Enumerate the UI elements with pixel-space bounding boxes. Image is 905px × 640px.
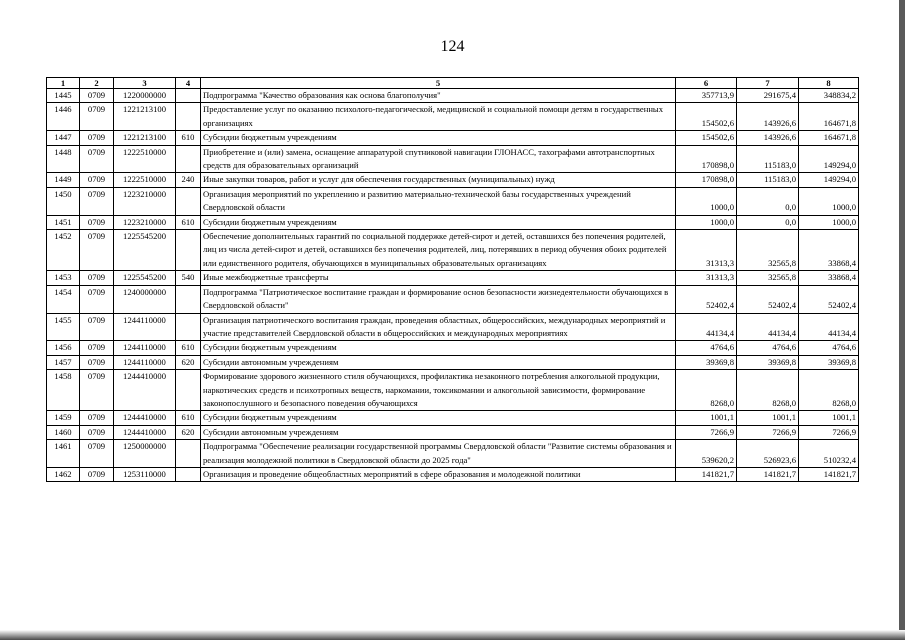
amount-col6: 1001,1	[676, 411, 737, 425]
section-code: 0709	[80, 411, 114, 425]
item-name: Подпрограмма "Обеспечение реализации государственной программы Свердловской области "Развитие системы образования и реализация молодежной политики в Свердловской области до 2025 года"	[201, 440, 676, 468]
amount-col6: 4764,6	[676, 341, 737, 355]
amount-col7: 143926,6	[737, 103, 799, 131]
amount-col8: 33868,4	[799, 230, 859, 271]
item-name: Субсидии автономным учреждениям	[201, 425, 676, 439]
target-code: 1225545200	[114, 230, 176, 271]
target-code: 1222510000	[114, 173, 176, 187]
column-header: 1	[47, 78, 80, 89]
header-row	[47, 78, 859, 89]
scan-shadow	[0, 630, 905, 640]
amount-col8: 1000,0	[799, 187, 859, 215]
amount-col8: 1000,0	[799, 215, 859, 229]
expense-type	[176, 285, 201, 313]
amount-col6: 154502,6	[676, 103, 737, 131]
amount-col8: 164671,8	[799, 103, 859, 131]
section-code: 0709	[80, 271, 114, 285]
section-code: 0709	[80, 215, 114, 229]
amount-col6: 357713,9	[676, 89, 737, 103]
amount-col7: 141821,7	[737, 467, 799, 481]
expense-type	[176, 187, 201, 215]
amount-col6: 31313,3	[676, 230, 737, 271]
amount-col6: 44134,4	[676, 313, 737, 341]
item-name: Формирование здорового жизненного стиля обучающихся, профилактика незаконного потребления алкогольной продукции, наркотических средств и психотропных веществ, наркомании, токсикомании и алкогольной зависимости, формирование законопослушного и безопасного поведения обучающихся	[201, 370, 676, 411]
item-name: Организация патриотического воспитания граждан, проведения областных, общероссийских, международных мероприятий и участие представителей Свердловской области в общероссийских и международных мероприятиях	[201, 313, 676, 341]
item-name: Организация мероприятий по укреплению и развитию материально-технической базы государственных учреждений Свердловской области	[201, 187, 676, 215]
target-code: 1244110000	[114, 355, 176, 369]
amount-col7: 52402,4	[737, 285, 799, 313]
amount-col8: 1001,1	[799, 411, 859, 425]
expense-type: 540	[176, 271, 201, 285]
amount-col8: 8268,0	[799, 370, 859, 411]
amount-col7: 32565,8	[737, 271, 799, 285]
table-row	[47, 131, 859, 145]
expense-type: 620	[176, 425, 201, 439]
amount-col6: 1000,0	[676, 215, 737, 229]
section-code: 0709	[80, 89, 114, 103]
table-row	[47, 440, 859, 468]
amount-col6: 141821,7	[676, 467, 737, 481]
expense-type	[176, 145, 201, 173]
column-header: 3	[114, 78, 176, 89]
amount-col6: 539620,2	[676, 440, 737, 468]
amount-col7: 44134,4	[737, 313, 799, 341]
amount-col6: 52402,4	[676, 285, 737, 313]
table-row	[47, 411, 859, 425]
row-number: 1460	[47, 425, 80, 439]
column-header: 2	[80, 78, 114, 89]
row-number: 1450	[47, 187, 80, 215]
item-name: Приобретение и (или) замена, оснащение аппаратурой спутниковой навигации ГЛОНАСС, тахографами автотранспортных средств для образовательных организаций	[201, 145, 676, 173]
row-number: 1461	[47, 440, 80, 468]
row-number: 1449	[47, 173, 80, 187]
expense-type: 610	[176, 411, 201, 425]
table-row	[47, 425, 859, 439]
row-number: 1452	[47, 230, 80, 271]
row-number: 1451	[47, 215, 80, 229]
amount-col8: 348834,2	[799, 89, 859, 103]
item-name: Организация и проведение общеобластных мероприятий в сфере образования и молодежной политики	[201, 467, 676, 481]
section-code: 0709	[80, 313, 114, 341]
amount-col6: 31313,3	[676, 271, 737, 285]
item-name: Подпрограмма "Патриотическое воспитание граждан и формирование основ безопасности жизнедеятельности обучающихся в Свердловской области"	[201, 285, 676, 313]
row-number: 1462	[47, 467, 80, 481]
target-code: 1225545200	[114, 271, 176, 285]
amount-col7: 0,0	[737, 187, 799, 215]
row-number: 1459	[47, 411, 80, 425]
amount-col7: 526923,6	[737, 440, 799, 468]
amount-col8: 141821,7	[799, 467, 859, 481]
amount-col6: 39369,8	[676, 355, 737, 369]
amount-col7: 115183,0	[737, 145, 799, 173]
target-code: 1244110000	[114, 313, 176, 341]
row-number: 1458	[47, 370, 80, 411]
table-row	[47, 187, 859, 215]
target-code: 1222510000	[114, 145, 176, 173]
amount-col7: 291675,4	[737, 89, 799, 103]
item-name: Субсидии бюджетным учреждениям	[201, 131, 676, 145]
target-code: 1223210000	[114, 215, 176, 229]
table-row	[47, 173, 859, 187]
column-header: 6	[676, 78, 737, 89]
expense-type	[176, 230, 201, 271]
row-number: 1446	[47, 103, 80, 131]
expense-type	[176, 467, 201, 481]
target-code: 1244410000	[114, 370, 176, 411]
table-row	[47, 215, 859, 229]
item-name: Субсидии бюджетным учреждениям	[201, 215, 676, 229]
item-name: Подпрограмма "Качество образования как основа благополучия"	[201, 89, 676, 103]
amount-col7: 143926,6	[737, 131, 799, 145]
row-number: 1447	[47, 131, 80, 145]
section-code: 0709	[80, 173, 114, 187]
expense-type: 620	[176, 355, 201, 369]
column-header: 5	[201, 78, 676, 89]
section-code: 0709	[80, 370, 114, 411]
item-name: Субсидии бюджетным учреждениям	[201, 411, 676, 425]
section-code: 0709	[80, 103, 114, 131]
expense-type	[176, 370, 201, 411]
amount-col6: 7266,9	[676, 425, 737, 439]
row-number: 1454	[47, 285, 80, 313]
amount-col7: 0,0	[737, 215, 799, 229]
amount-col6: 170898,0	[676, 145, 737, 173]
target-code: 1220000000	[114, 89, 176, 103]
row-number: 1457	[47, 355, 80, 369]
target-code: 1253110000	[114, 467, 176, 481]
amount-col7: 4764,6	[737, 341, 799, 355]
target-code: 1244410000	[114, 425, 176, 439]
section-code: 0709	[80, 285, 114, 313]
amount-col7: 1001,1	[737, 411, 799, 425]
section-code: 0709	[80, 230, 114, 271]
row-number: 1456	[47, 341, 80, 355]
item-name: Субсидии бюджетным учреждениям	[201, 341, 676, 355]
table-row	[47, 285, 859, 313]
target-code: 1244410000	[114, 411, 176, 425]
table-row	[47, 271, 859, 285]
expense-type	[176, 103, 201, 131]
amount-col8: 7266,9	[799, 425, 859, 439]
expense-type	[176, 440, 201, 468]
section-code: 0709	[80, 440, 114, 468]
amount-col8: 510232,4	[799, 440, 859, 468]
section-code: 0709	[80, 467, 114, 481]
table-row	[47, 89, 859, 103]
item-name: Субсидии автономным учреждениям	[201, 355, 676, 369]
table-row	[47, 355, 859, 369]
item-name: Предоставление услуг по оказанию психолого-педагогической, медицинской и социальной помощи детям в государственных организациях	[201, 103, 676, 131]
expense-type: 610	[176, 131, 201, 145]
amount-col8: 4764,6	[799, 341, 859, 355]
section-code: 0709	[80, 425, 114, 439]
expense-type: 240	[176, 173, 201, 187]
scan-edge	[899, 0, 905, 640]
amount-col8: 149294,0	[799, 173, 859, 187]
section-code: 0709	[80, 131, 114, 145]
expense-type: 610	[176, 215, 201, 229]
expense-type: 610	[176, 341, 201, 355]
item-name: Иные межбюджетные трансферты	[201, 271, 676, 285]
item-name: Иные закупки товаров, работ и услуг для обеспечения государственных (муниципальных) нужд	[201, 173, 676, 187]
amount-col8: 33868,4	[799, 271, 859, 285]
budget-table	[46, 77, 859, 482]
table-row	[47, 341, 859, 355]
amount-col6: 154502,6	[676, 131, 737, 145]
column-header: 8	[799, 78, 859, 89]
page-number: 124	[440, 38, 465, 55]
target-code: 1221213100	[114, 131, 176, 145]
section-code: 0709	[80, 341, 114, 355]
table-row	[47, 313, 859, 341]
column-header: 7	[737, 78, 799, 89]
amount-col7: 39369,8	[737, 355, 799, 369]
amount-col8: 149294,0	[799, 145, 859, 173]
target-code: 1250000000	[114, 440, 176, 468]
section-code: 0709	[80, 355, 114, 369]
table-row	[47, 103, 859, 131]
target-code: 1244110000	[114, 341, 176, 355]
section-code: 0709	[80, 187, 114, 215]
amount-col7: 115183,0	[737, 173, 799, 187]
amount-col8: 164671,8	[799, 131, 859, 145]
target-code: 1240000000	[114, 285, 176, 313]
column-header: 4	[176, 78, 201, 89]
amount-col7: 7266,9	[737, 425, 799, 439]
amount-col6: 1000,0	[676, 187, 737, 215]
amount-col7: 8268,0	[737, 370, 799, 411]
item-name: Обеспечение дополнительных гарантий по социальной поддержке детей-сирот и детей, оставшихся без попечения родителей, лиц из числа детей-сирот и детей, оставшихся без попечения родителей, лиц, потерявших в период обучения обоих родителей или единственного родителя, обучающихся в муниципальных образовательных организациях	[201, 230, 676, 271]
section-code: 0709	[80, 145, 114, 173]
expense-type	[176, 89, 201, 103]
table-row	[47, 230, 859, 271]
target-code: 1221213100	[114, 103, 176, 131]
amount-col7: 32565,8	[737, 230, 799, 271]
table-row	[47, 467, 859, 481]
target-code: 1223210000	[114, 187, 176, 215]
table-row	[47, 370, 859, 411]
amount-col8: 44134,4	[799, 313, 859, 341]
row-number: 1453	[47, 271, 80, 285]
row-number: 1445	[47, 89, 80, 103]
row-number: 1448	[47, 145, 80, 173]
row-number: 1455	[47, 313, 80, 341]
amount-col8: 52402,4	[799, 285, 859, 313]
amount-col6: 8268,0	[676, 370, 737, 411]
expense-type	[176, 313, 201, 341]
table-row	[47, 145, 859, 173]
amount-col8: 39369,8	[799, 355, 859, 369]
amount-col6: 170898,0	[676, 173, 737, 187]
